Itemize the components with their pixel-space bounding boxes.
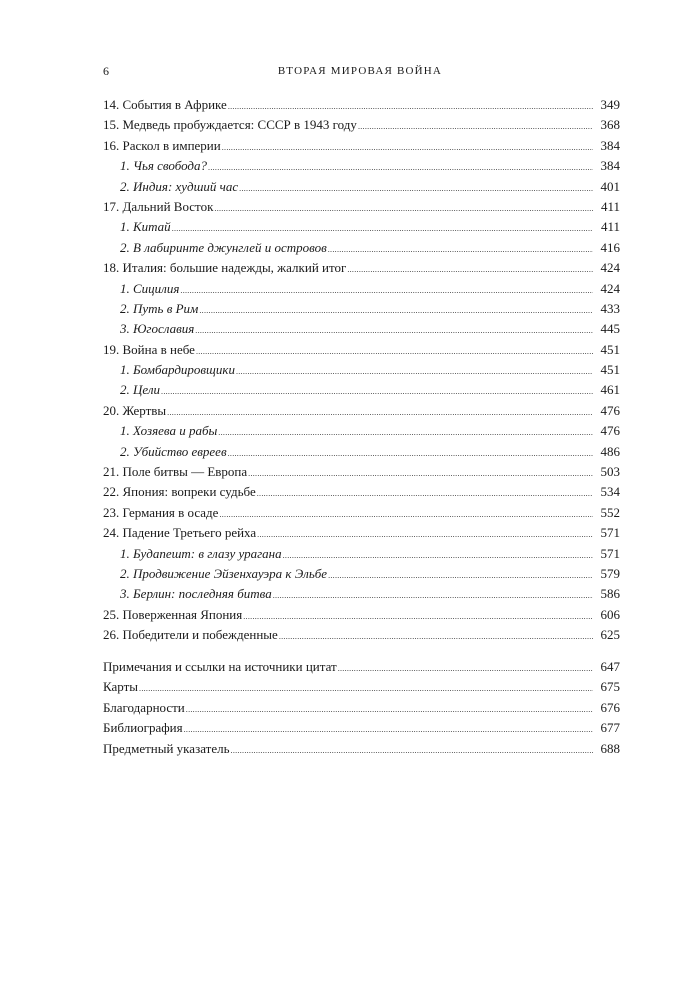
toc-entry-title: Библиография [103,720,183,736]
dot-leader [257,482,593,502]
dot-leader [257,523,593,543]
dot-leader [186,698,593,718]
toc-entry-title: 1. Китай [120,219,171,235]
toc-entry-title: 1. Бомбардировщики [120,362,235,378]
toc-entry-title: 3. Югославия [120,321,195,337]
toc-entry [103,136,620,156]
toc-entry-title: 2. Цели [120,382,161,398]
toc-entry [103,605,620,625]
toc-subsection-entry [103,319,620,339]
toc-entry-page: 586 [600,586,620,602]
dot-leader [328,238,593,258]
toc-entry-page: 461 [600,382,620,398]
running-head [103,62,617,80]
page-number: 6 [103,64,109,78]
toc-entry-title: 3. Берлин: последняя битва [120,586,272,602]
dot-leader [273,584,593,604]
toc-entry-page: 384 [600,137,620,153]
toc-entry-page: 476 [600,423,620,439]
toc-entry-page: 579 [600,565,620,581]
dot-leader [236,360,593,380]
toc-entry-page: 625 [600,627,620,643]
toc-subsection-entry [103,217,620,237]
toc-subsection-entry [103,544,620,564]
dot-leader [347,258,593,278]
dot-leader [279,625,593,645]
toc-entry-title: 15. Медведь пробуждается: СССР в 1943 году [103,117,357,133]
toc-subsection-entry [103,564,620,584]
dot-leader [214,197,593,217]
toc-entry [103,197,620,217]
dot-leader [199,299,593,319]
toc-entry-page: 401 [600,178,620,194]
toc-entry [103,340,620,360]
toc-entry-page: 534 [600,484,620,500]
back-matter-list [103,657,620,759]
toc-entry [103,523,620,543]
toc-entry [103,401,620,421]
toc-entry-title: 2. Продвижение Эйзенхауэра к Эльбе [120,565,328,581]
toc-entry-page: 424 [600,280,620,296]
toc-entry-title: 23. Германия в осаде [103,504,219,520]
toc-subsection-entry [103,584,620,604]
toc-entry-title: 2. В лабиринте джунглей и островов [120,239,327,255]
toc-entry-title: Примечания и ссылки на источники цитат [103,659,337,674]
dot-leader [208,156,593,176]
toc-entry-page: 411 [600,219,620,235]
toc-entry-title: 21. Поле битвы — Европа [103,464,248,480]
toc-entry-page: 476 [600,402,620,418]
dot-leader [218,421,593,441]
toc-entry-title: 1. Сицилия [120,280,180,296]
toc-entry [103,718,620,738]
dot-leader [231,739,593,759]
toc-entry [103,739,620,759]
toc-entry-title: Предметный указатель [103,740,230,756]
toc-entry-page: 451 [600,341,620,357]
toc-entry-page: 384 [600,158,620,174]
toc-entry [103,258,620,278]
dot-leader [243,605,593,625]
dot-leader [139,677,593,697]
toc-entry-page: 411 [600,198,620,214]
toc-entry-title: 14. События в Африке [103,97,227,112]
toc-entry-title: 25. Поверженная Япония [103,606,243,622]
toc-subsection-entry [103,279,620,299]
toc-entry-page: 433 [600,300,620,316]
toc-subsection-entry [103,299,620,319]
toc-entry-page: 486 [600,443,620,459]
toc-entry-title: 16. Раскол в империи [103,137,221,153]
toc-entry [103,462,620,482]
dot-leader [248,462,593,482]
toc-entry-title: 2. Индия: худший час [120,178,239,194]
toc-entry [103,503,620,523]
toc-entry-title: 18. Италия: большие надежды, жалкий итог [103,260,347,276]
toc-entry-page: 349 [600,97,620,112]
toc-entry [103,482,620,502]
dot-leader [172,217,593,237]
toc-entry [103,115,620,135]
toc-entry-page: 445 [600,321,620,337]
toc-entry-page: 647 [600,659,620,674]
toc-entry-title: 1. Хозяева и рабы [120,423,218,439]
toc-entry-title: 17. Дальний Восток [103,198,214,214]
toc-entry-page: 688 [600,740,620,756]
toc-entry-page: 676 [600,699,620,715]
toc-subsection-entry [103,380,620,400]
toc-entry [103,677,620,697]
toc-entry-page: 606 [600,606,620,622]
toc-entry-page: 416 [600,239,620,255]
toc-entry-title: 19. Война в небе [103,341,195,357]
toc-entry [103,698,620,718]
toc-entry [103,657,620,677]
dot-leader [338,657,593,677]
table-of-contents [103,95,620,646]
toc-entry-page: 571 [600,545,620,561]
toc-subsection-entry [103,177,620,197]
toc-entry-title: 1. Чья свобода? [120,158,208,174]
dot-leader [228,442,593,462]
toc-entry-page: 503 [600,464,620,480]
dot-leader [228,95,593,115]
toc-entry-title: Карты [103,679,139,695]
dot-leader [195,319,593,339]
toc-entry-page: 368 [600,117,620,133]
toc-subsection-entry [103,421,620,441]
toc-entry-title: 20. Жертвы [103,402,167,418]
toc-entry-title: 2. Путь в Рим [120,300,199,316]
toc-entry-page: 451 [600,362,620,378]
toc-entry-title: 24. Падение Третьего рейха [103,525,257,541]
toc-entry-page: 571 [600,525,620,541]
dot-leader [283,544,593,564]
dot-leader [239,177,593,197]
toc-entry [103,95,620,115]
dot-leader [328,564,593,584]
dot-leader [161,380,593,400]
dot-leader [180,279,593,299]
book-title: ВТОРАЯ МИРОВАЯ ВОЙНА [277,65,443,77]
toc-subsection-entry [103,238,620,258]
toc-entry-page: 677 [600,720,620,736]
toc-entry-page: 552 [600,504,620,520]
dot-leader [358,115,593,135]
toc-entry-title: 1. Будапешт: в глазу урагана [120,545,282,561]
toc-entry-title: 26. Победители и побежденные [103,627,278,643]
dot-leader [184,718,593,738]
toc-entry-page: 675 [600,679,620,695]
dot-leader [196,340,593,360]
toc-subsection-entry [103,360,620,380]
toc-entry-title: 2. Убийство евреев [120,443,227,459]
toc-entry [103,625,620,645]
toc-entry-title: 22. Япония: вопреки судьбе [103,484,256,500]
dot-leader [219,503,593,523]
toc-entry-title: Благодарности [103,699,185,715]
dot-leader [222,136,593,156]
toc-subsection-entry [103,156,620,176]
toc-subsection-entry [103,442,620,462]
dot-leader [167,401,593,421]
toc-entry-page: 424 [600,260,620,276]
